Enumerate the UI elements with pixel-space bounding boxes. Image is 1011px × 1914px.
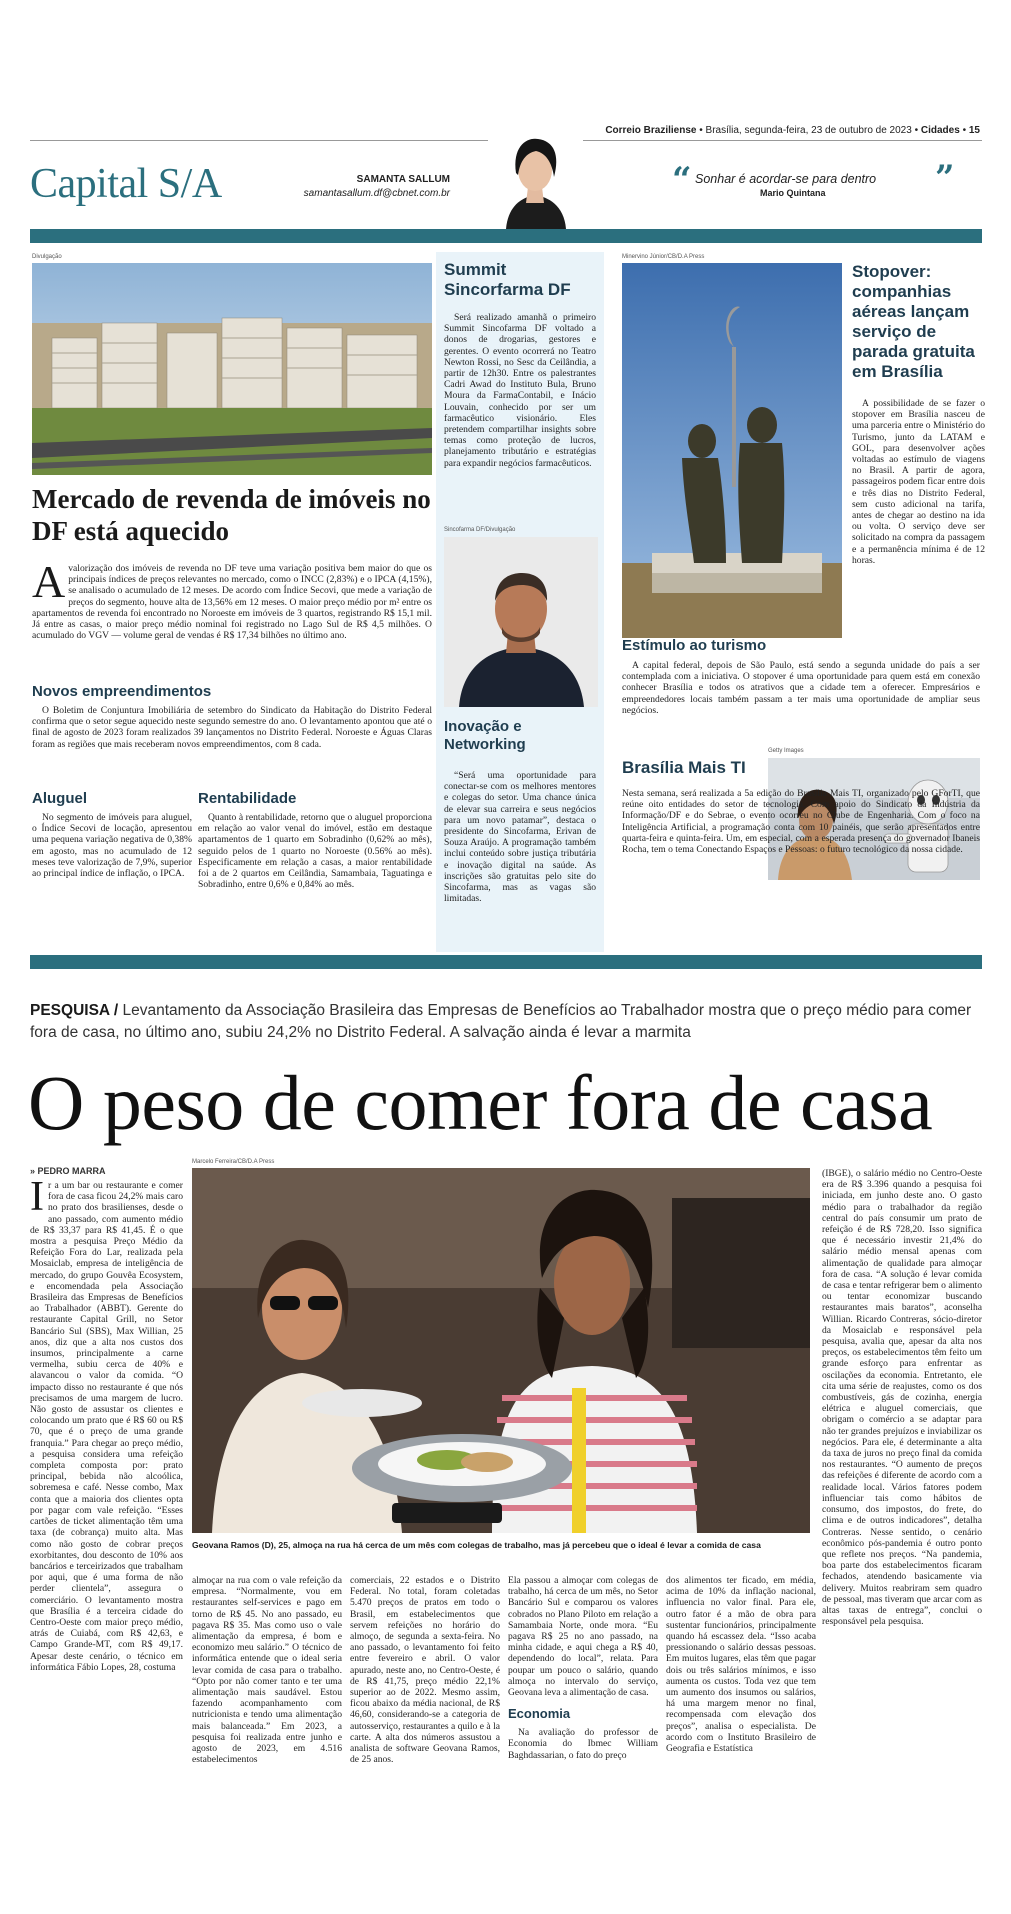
story-headline: Summit Sincorfarma DF: [444, 260, 571, 299]
photo-credit: Marcelo Ferreira/CB/D.A Press: [192, 1159, 275, 1165]
story-text: [852, 398, 985, 566]
subhead: Estímulo ao turismo: [622, 637, 767, 654]
sub3-paragraph: Quanto à rentabilidade, retorno que o aluguel proporciona em relação ao valor venal do imóvel, estão em destaque apartamentos de 1 quarto em Sobradinho (0,62% ao mês), seguido pelos de 1 quarto no Noroeste (0.56% ao mês). Especificamente em relação a casas, a maior rentabilidade foi a de 2 quartos em Ceilândia, Samambaia, Taguatinga e Sobradinho, entre 0,6% e 0,84% ao mês.: [198, 812, 432, 891]
column-title: Capital S/A: [30, 161, 222, 207]
ti-paragraph: Nesta semana, será realizada a 5a edição do Brasília Mais TI, organizado pelo GForTI, que reúne oito entidades do setor de tecnologia. Com apoio do Sindicato da Indústria da Informação/DF e do Sebrae, o evento ocorreu no Clube de Engenharia. Com o foco na Inteligência Artificial, a programação conta com 10 painéis, que serão apresentados entre quarta-feira e quinta-feira. Um, em especial, com a esperada presença do governador Ibaneis Rocha, tem o tema Conectando Espaços e Pessoas: o futuro tecnológico da nossa cidade.: [622, 788, 980, 856]
folio-dateline: Brasília, segunda-feira, 23 de outubro de 2023: [705, 125, 912, 136]
col4-text: Ela passou a almoçar com colegas de trabalho, há cerca de um mês, no Setor Bancário Sul e comparou os valores cobrados no Plano Piloto em relação a Samambaia Norte, onde mora. “Eu pagava R$ 25 no ano passado, na minha cidade, e aqui chega a R$ 40, dependendo do local”, relata. Para poupar um pouco o salário, quando almoça no intervalo do serviço, Geovana leva a alimentação de casa.: [508, 1575, 658, 1699]
quote-mark-close: ”: [935, 158, 955, 198]
stopover-paragraph: A possibilidade de se fazer o stopover em Brasília nasceu de uma parceria entre o Ministério do Turismo, junto da LATAM e GOL, para desenvolver ações voltadas ao estímulo de viagens no Brasil. A partir de agora, passageiros podem ficar entre dois e três dias no Distrito Federal, sem custo adicional na tarifa, antes de chegar ao destino na ida ou volta. O serviço deve ser solicitado na compra da passagem e a permanência mínima é de 12 horas.: [852, 398, 985, 566]
mid-bar: [30, 955, 982, 969]
photo-credit: Getty Images: [768, 748, 804, 754]
networking-paragraph: “Será uma oportunidade para conectar-se com os melhores mentores e colegas do setor. Uma chance única de elevar sua carreira e seus negócios para um novo patamar”, destaca o presidente do Sincofarma, Erivan de Souza Araújo. A programação também inclui conteúdo sobre justiça tributária e inovação digital na saúde. As inscrições são gratuitas pelo site do Sincofarma, mas as vagas são limitadas.: [444, 770, 596, 905]
quote-mark-open: “: [672, 160, 692, 200]
folio-sep: •: [699, 125, 703, 136]
col1-text: r a um bar ou restaurante e comer fora de casa ficou 24,2% mais caro no prato dos brasilienses, desde o ano passado, com aumento médio de R$ 33,37 para R$ 41,45. É o que mostra a pesquisa Preço Médio da Refeição Fora do Lar, realizada pela Mosaiclab, empresa de inteligência de mercado, do grupo Gouvêa Ecosystem, e encomendada pela Associação Brasileira das Empresas de Benefícios ao Trabalhador (ABBT). Gerente do restaurante Capital Grill, no Setor Bancário Sul (SBS), Max Willian, 25 anos, diz que a alta nos custos dos insumos, principalmente a carne vermelha, subiu cerca de 40% e alavancou o valor da comida. “O impacto disso no restaurante é que nós precisamos de uma margem de lucro. Não gosto de assustar os clientes e colocando um prato que é R$ 60 ou R$ 70, que é o preço de uma grande franquia.” Para chegar ao preço médio, a pesquisa considera uma refeição completa composta por: prato principal, bebida não alcoólica, sobremesa e café. Nesse combo, Max conta que a maioria dos clientes opta por pagar com vale refeição. “Esses cartões de ticket alimentação têm uma taxa (de cobrança) muito alta. Mas como não gosto de cobrar preços exorbitantes, dou desconto de 10% aos bancários e terceirizados que trabalham por aqui, que é uma forma de não perder clientela”, assegura o comerciário. O levantamento mostra que Brasília é a terceira cidade do Centro-Oeste com maior preço médio, atrás de Cuiabá, com R$ 42,63, e Campo Grande-MT, com R$ 49,17. Apesar deste cenário, o técnico em informática Fábio Lopes, 28, costuma: [30, 1180, 183, 1673]
author-name: SAMANTA SALLUM: [356, 174, 450, 185]
sub2-paragraph: No segmento de imóveis para aluguel, o Índice Secovi de locação, apresentou uma pequena variação negativa de 0,38% em agosto, mas no acumulado de 12 meses teve valorização de 7,9%, superior ao principal índice de inflação, o IPCA.: [32, 812, 192, 880]
subhead-text: [444, 770, 596, 904]
folio-section: Cidades: [920, 125, 960, 136]
subhead: Economia: [508, 1706, 571, 1722]
story-text: [622, 788, 980, 855]
header-bar: [30, 229, 982, 243]
restaurant-photo: [192, 1168, 810, 1533]
quote-author: Mario Quintana: [760, 188, 826, 198]
photo-caption: Geovana Ramos (D), 25, almoça na rua há cerca de um mês com colegas de trabalho, mas já percebeu que o ideal é levar a comida de casa: [192, 1540, 761, 1550]
man-portrait-photo: [444, 537, 598, 707]
summit-paragraph: Será realizado amanhã o primeiro Summit Sincofarma DF voltado a donos de drogarias, gestores e gerentes. O evento ocorrerá no Teatro Newton Rossi, no Sesc da Ceilândia, a partir de 12h30. Entre os palestrantes Cadri Awad do Instituto Bula, Bruno Moura da FarmaContabil, e Inácio Louvain, conhecido por ser um farmacêutico visionário. Eles pretendem compartilhar insights sobre temas como proteção de lucros, planejamento tributário e estratégias para expandir negócios farmacêuticos.: [444, 312, 596, 469]
col6-text: (IBGE), o salário médio no Centro-Oeste era de R$ 3.396 quando a pesquisa foi iniciada, em junho deste ano. O gasto médio para o trabalhador da região central do país consumir um prato de refeição é de R$ 728,20. Isso significa que é necessário investir 21,4% do salário médio mensal apenas com alimentação de qualidade para almoçar fora de casa. “A solução é levar comida de casa e tentar refrigerar bem o alimento ou tentar economizar buscando restaurantes mais baratos”, aconselha Willian. Ricardo Contreras, sócio-diretor da Mosaiclab e responsável pela pesquisa, avalia que, apesar da alta nos preços, os estabelecimentos têm feito um grande esforço para enfrentar as oscilações da economia. Entretanto, ele cita uma série de reajustes, como os dos combustíveis, gás de cozinha, energia elétrica e aluguel comerciais, que obrigam o comércio a se adaptar para não ter grandes prejuízos e inviabilizar os negócios. Para ele, é determinante a alta da taxa de juros no preço final da comida nos restaurantes. “O aumento de preços das refeições é diferente de acordo com a realidade local. Vários fatores podem influenciar tais como hábitos de consumo, dos impostos, do frete, do clima e de outros indicadores”, detalha Contreras. Nesse sentido, o cenário econômico pós-pandemia é outro ponto que reflete nos preços. “Na pandemia, boa parte dos estabelecimentos ficaram fechados, atendendo basicamente via delivery. Muitos reabriram sem quadro de pessoal, mas tiveram que arcar com as altas taxas de entrega”, conclui o responsável pela pesquisa.: [822, 1168, 982, 1628]
author-email: samantasallum.df@cbnet.com.br: [303, 188, 450, 199]
buildings-photo: [32, 263, 432, 475]
photo-credit: Minervino Júnior/CB/D.A Press: [622, 254, 705, 260]
subhead: Aluguel: [32, 790, 87, 807]
folio-sep: •: [962, 125, 967, 136]
subhead-text: [198, 812, 432, 890]
photo-credit: Sincofarma DF/Divulgação: [444, 527, 516, 533]
sub1-paragraph: O Boletim de Conjuntura Imobiliária de setembro do Sindicato da Habitação do Distrito Federal confirma que o setor segue aquecido neste segundo semestre do ano. O levantamento apontou que até o final de agosto de 2023 foram realizados 39 lançamentos no Distrito Federal. Noroeste e Águas Claras foram as regiões que mais receberam novos empreendimentos, com 8 cada.: [32, 705, 432, 750]
deck-text: Levantamento da Associação Brasileira das Empresas de Benefícios ao Trabalhador mostra que o preço médio para comer fora de casa, no último ano, subiu 24,2% no Distrito Federal. A salvação ainda é levar a marmita: [30, 1002, 972, 1041]
subhead-text: [32, 705, 432, 750]
drop-cap: I: [30, 1174, 44, 1220]
drop-cap: A: [32, 556, 66, 607]
byline: » PEDRO MARRA: [30, 1166, 106, 1176]
kicker: PESQUISA /: [30, 1002, 119, 1019]
feature-column: [192, 1575, 342, 1765]
story-headline: Stopover: companhias aéreas lançam serviço de parada gratuita em Brasília: [852, 262, 975, 381]
folio-sep: •: [914, 125, 919, 136]
col4-sub-text: [508, 1727, 658, 1761]
story-lead: [32, 556, 432, 642]
folio-paper: Correio Braziliense: [605, 125, 697, 136]
feature-column: [822, 1168, 982, 1627]
feature-column: [666, 1575, 816, 1754]
subhead: Rentabilidade: [198, 790, 297, 807]
lead-text: valorização dos imóveis de revenda no DF teve uma variação positiva bem maior do que os principais índices de preços relevantes no mercado, como o INCC (2,83%) e o IPCA (4,15%), se analisado o acumulado de 12 meses. De acordo com Índice Secovi, que mede a variação de preços do segmento, houve alta de 13,56% em 12 meses. O maior preço médio por m² entre os apartamentos de revenda foi encontrado no Noroeste em imóveis de 3 quartos, registrando R$ 15,1 mil. Já entre as casas, o maior preço médio nominal foi registrado no Lago Sul de R$ 4,5 milhões. O acumulado do VGV — volume geral de vendas é R$ 17,34 bilhões no último ano.: [32, 563, 432, 642]
feature-headline: O peso de comer fora de casa: [28, 1059, 933, 1146]
story-headline: Brasília Mais TI: [622, 758, 746, 777]
col3-text: comerciais, 22 estados e o Distrito Federal. No total, foram coletadas 5.470 preços de pratos em todo o Brasil, em estabelecimentos que servem refeições no horário do almoço, de segunda a sexta-feira. No ano passado, o levantamento foi feito entre fevereiro e abril. O valor apurado, neste ano, no Centro-Oeste, é de R$ 41,75, preço médio 22,1% superior ao de 2022. Mesmo assim, ficou abaixo da média nacional, de R$ 46,60, considerando-se a categoria de autosserviço, restaurantes a quilo e à la carte. A alta dos números assustou a analista de software Geovana Ramos, de 25 anos.: [350, 1575, 500, 1766]
folio-page: 15: [968, 125, 980, 136]
story-text: [444, 312, 596, 469]
subhead-text: [622, 660, 980, 716]
statue-photo: [622, 263, 842, 638]
subhead: Inovação e Networking: [444, 718, 526, 753]
photo-credit: Divulgação: [32, 254, 62, 260]
economia-paragraph: Na avaliação do professor de Economia do Ibmec William Baghdassarian, o fato do preço: [508, 1727, 658, 1761]
author-portrait: [488, 125, 583, 229]
folio: [560, 125, 980, 136]
subhead: Novos empreendimentos: [32, 683, 212, 700]
feature-column: [508, 1575, 658, 1761]
feature-column: [350, 1575, 500, 1765]
story-headline: Mercado de revenda de imóveis no DF está aquecido: [32, 484, 431, 546]
quote-text: Sonhar é acordar-se para dentro: [695, 172, 877, 186]
tourism-paragraph: A capital federal, depois de São Paulo, está sendo a segunda unidade do país a ser contemplada com a iniciativa. O stopover é uma oportunidade para quem está em conexão conhecer Brasília e todos os atrativos que a cidade tem a oferecer. Empresários e empreendedores locais também passam a ter mais uma oportunidade de ampliar seus negócios.: [622, 660, 980, 716]
subhead-text: [32, 812, 192, 879]
col5-text: dos alimentos ter ficado, em média, acima de 10% da inflação nacional, influencia no valor final. Para ele, outro fator é a mão de obra para sustentar funcionários, principalmente quando há escassez dela. “Isso acaba pressionando o salário dessas pessoas. Em muitos lugares, elas têm que pagar dois ou três salários mínimos, e isso aumenta os custos. Toda vez que tem um aumento dos insumos ou salários, há uma margem menor no final, recompensada com elevação dos preços”, analisa o especialista. De acordo com o Instituto Brasileiro de Geografia e Estatística: [666, 1575, 816, 1755]
feature-column: [30, 1174, 183, 1673]
feature-deck: [30, 1000, 982, 1044]
col2-text: almoçar na rua com o vale refeição da empresa. “Normalmente, vou em restaurantes self-services e pago em torno de R$ 45. No ano passado, eu pagava R$ 35. Mas como uso o vale alimentação da empresa, é bom e economizo meu salário.” O técnico de informática entende que o ideal seria levar comida de casa para o trabalho. “Opto por não comer tanto e ter uma alimentação mais saudável. Estou fazendo acompanhamento com nutricionista e tendo uma alimentação mais balanceada.” Em 2023, a pesquisa foi realizada entre junho e agosto de 2023, em 4.516 estabelecimentos: [192, 1575, 342, 1766]
